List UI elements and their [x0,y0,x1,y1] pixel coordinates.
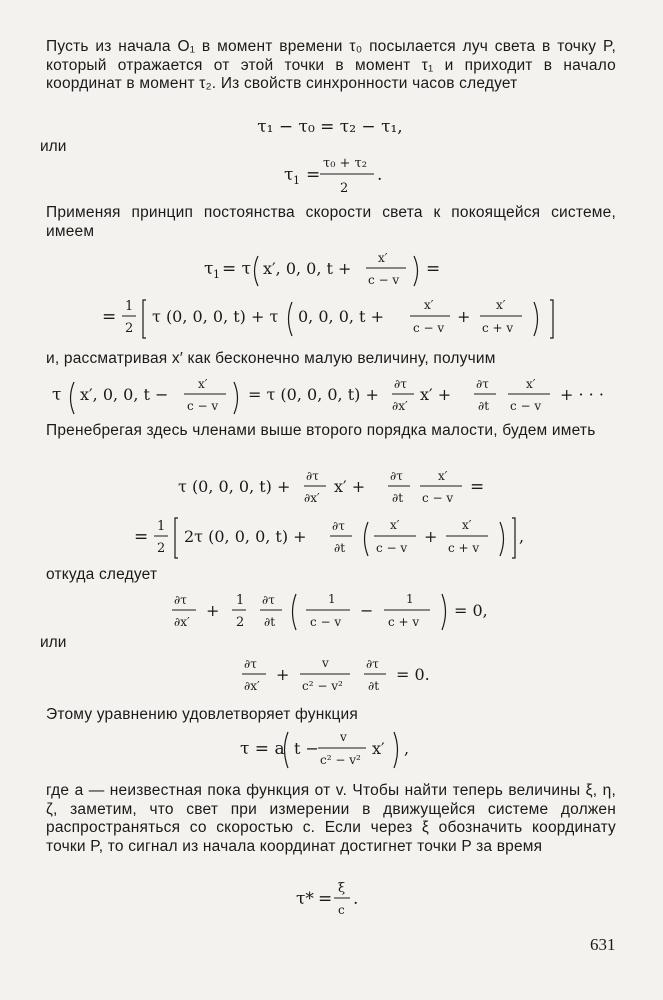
svg-text:x′ +: x′ + [334,477,366,496]
svg-text:x′: x′ [198,377,208,391]
svg-text:c − v: c − v [422,491,454,505]
equation-eq3b [0,294,663,344]
paragraph-neglect: Пренебрегая здесь членами выше второго порядка малости, будем иметь [46,422,596,439]
svg-text:τ (0, 0, 0, t) +: τ (0, 0, 0, t) + [178,477,291,496]
svg-text:= τ (0, 0, 0, t) +: = τ (0, 0, 0, t) + [248,385,379,404]
svg-text:.: . [377,165,383,185]
svg-text:x′: x′ [438,469,448,483]
svg-text:= τ: = τ [222,259,252,279]
svg-text:2: 2 [157,541,166,556]
svg-text:+: + [457,307,471,326]
svg-text:−: − [360,601,374,620]
svg-text:c: c [338,903,345,917]
svg-text:τ (0, 0, 0, t) + τ: τ (0, 0, 0, t) + τ [152,307,279,326]
svg-text:,: , [519,527,525,546]
svg-text:c² − v²: c² − v² [320,753,361,767]
svg-text:x′: x′ [496,298,506,312]
svg-text:1: 1 [125,299,134,314]
equation-eq8 [0,724,663,774]
svg-text:x′: x′ [372,739,385,758]
equation-eq5b [0,512,663,564]
svg-text:∂x′: ∂x′ [392,399,408,413]
svg-text:c − v: c − v [310,615,342,629]
svg-text:∂τ: ∂τ [262,593,275,607]
svg-text:τ: τ [204,259,214,279]
svg-text:τ₀ + τ₂: τ₀ + τ₂ [323,156,367,171]
svg-text:2: 2 [125,321,134,336]
svg-text:c − v: c − v [413,321,445,335]
paragraph-velocity: где a — неизвестная пока функция от v. Чтобы найти теперь величины ξ, η, ζ, заметим, что свет при измерении в движущейся системе должен распространяться со скоростью c. Если через ξ обозначить координату точки P, то сигнал из начала координат достигнет точки P за время [46,782,616,855]
svg-text:∂x′: ∂x′ [244,679,260,693]
paragraph-intro: Пусть из начала O₁ в момент времени τ₀ посылается луч света в точку P, который отражается от этой точки в момент τ₁ и приходит в начало координат в момент τ₂. Из свойств синхронности часов следует [46,38,616,92]
paragraph-function: Этому уравнению удовлетворяет функция [46,706,359,723]
svg-text:1: 1 [213,268,220,281]
svg-text:= 0,: = 0, [454,601,488,620]
svg-text:c² − v²: c² − v² [302,679,343,693]
svg-text:ξ: ξ [338,881,346,896]
equation-eq5a [0,464,663,510]
svg-text:τ: τ [284,165,294,185]
svg-text:τ*: τ* [296,889,314,909]
svg-text:∂τ: ∂τ [332,519,345,533]
svg-text:v: v [322,656,329,670]
paragraph-infinitesimal: и, рассматривая x′ как бесконечно малую величину, получим [46,350,496,367]
svg-text:c − v: c − v [376,541,408,555]
svg-text:2: 2 [340,181,349,196]
svg-text:∂t: ∂t [334,541,346,555]
equation-eq6 [0,586,663,634]
svg-text:x′: x′ [424,298,434,312]
svg-text:=: = [134,527,149,547]
svg-text:t −: t − [294,739,319,758]
equation-eq9 [0,876,663,922]
svg-text:2: 2 [236,615,245,630]
svg-text:c + v: c + v [482,321,514,335]
equation-eq3a [0,248,663,294]
svg-text:,: , [404,739,410,758]
equation-eq2 [0,150,663,200]
equation-eq1 [0,112,663,142]
svg-text:∂t: ∂t [368,679,380,693]
svg-text:∂τ: ∂τ [394,377,407,391]
svg-text:v: v [340,730,347,744]
svg-text:∂t: ∂t [478,399,490,413]
svg-text:∂τ: ∂τ [244,657,257,671]
svg-text:=: = [426,259,441,279]
equation-eq1-text: τ₁ − τ₀ = τ₂ − τ₁, [257,117,403,137]
svg-text:2τ (0, 0, 0, t) +: 2τ (0, 0, 0, t) + [184,527,307,546]
svg-text:τ: τ [52,385,62,405]
svg-text:x′: x′ [462,518,472,532]
connective-or-2: или [40,634,67,651]
svg-text:=: = [306,165,321,185]
svg-text:∂x′: ∂x′ [174,615,190,629]
connective-or-1: или [40,138,67,155]
svg-text:∂t: ∂t [392,491,404,505]
equation-eq7 [0,650,663,698]
svg-text:1: 1 [157,519,166,534]
svg-text:+: + [424,527,438,546]
equation-eq4 [0,372,663,420]
svg-text:∂x′: ∂x′ [304,491,320,505]
svg-text:∂τ: ∂τ [366,657,379,671]
svg-text:c + v: c + v [388,615,420,629]
page-number: 631 [590,935,616,954]
svg-text:+: + [276,665,290,684]
paragraph-follows: откуда следует [46,566,158,583]
svg-text:x′, 0, 0, t −: x′, 0, 0, t − [80,385,169,404]
svg-text:x′: x′ [390,518,400,532]
svg-text:τ = a: τ = a [240,739,285,759]
svg-text:1: 1 [328,592,336,606]
svg-text:∂τ: ∂τ [306,469,319,483]
paragraph-principle: Применяя принцип постоянства скорости света к покоящейся системе, имеем [46,204,616,240]
svg-text:∂τ: ∂τ [390,469,403,483]
svg-text:c + v: c + v [448,541,480,555]
svg-text:∂τ: ∂τ [476,377,489,391]
svg-text:x′: x′ [378,251,388,265]
svg-text:c − v: c − v [510,399,542,413]
svg-text:0, 0, 0, t +: 0, 0, 0, t + [298,307,384,326]
svg-text:1: 1 [293,174,300,187]
svg-text:1: 1 [236,593,245,608]
svg-text:= 0.: = 0. [396,665,430,684]
svg-text:.: . [353,889,359,909]
svg-text:c − v: c − v [368,273,400,287]
svg-text:∂τ: ∂τ [174,593,187,607]
svg-text:c − v: c − v [187,399,219,413]
svg-text:+ · · ·: + · · · [560,385,604,404]
svg-text:=: = [102,307,117,327]
svg-text:x′, 0, 0, t +: x′, 0, 0, t + [263,259,352,278]
svg-text:x′ +: x′ + [420,385,452,404]
svg-text:1: 1 [406,592,414,606]
svg-text:x′: x′ [526,377,536,391]
svg-text:+: + [206,601,220,620]
svg-text:=: = [470,477,485,497]
svg-text:∂t: ∂t [264,615,276,629]
svg-text:=: = [318,889,333,909]
